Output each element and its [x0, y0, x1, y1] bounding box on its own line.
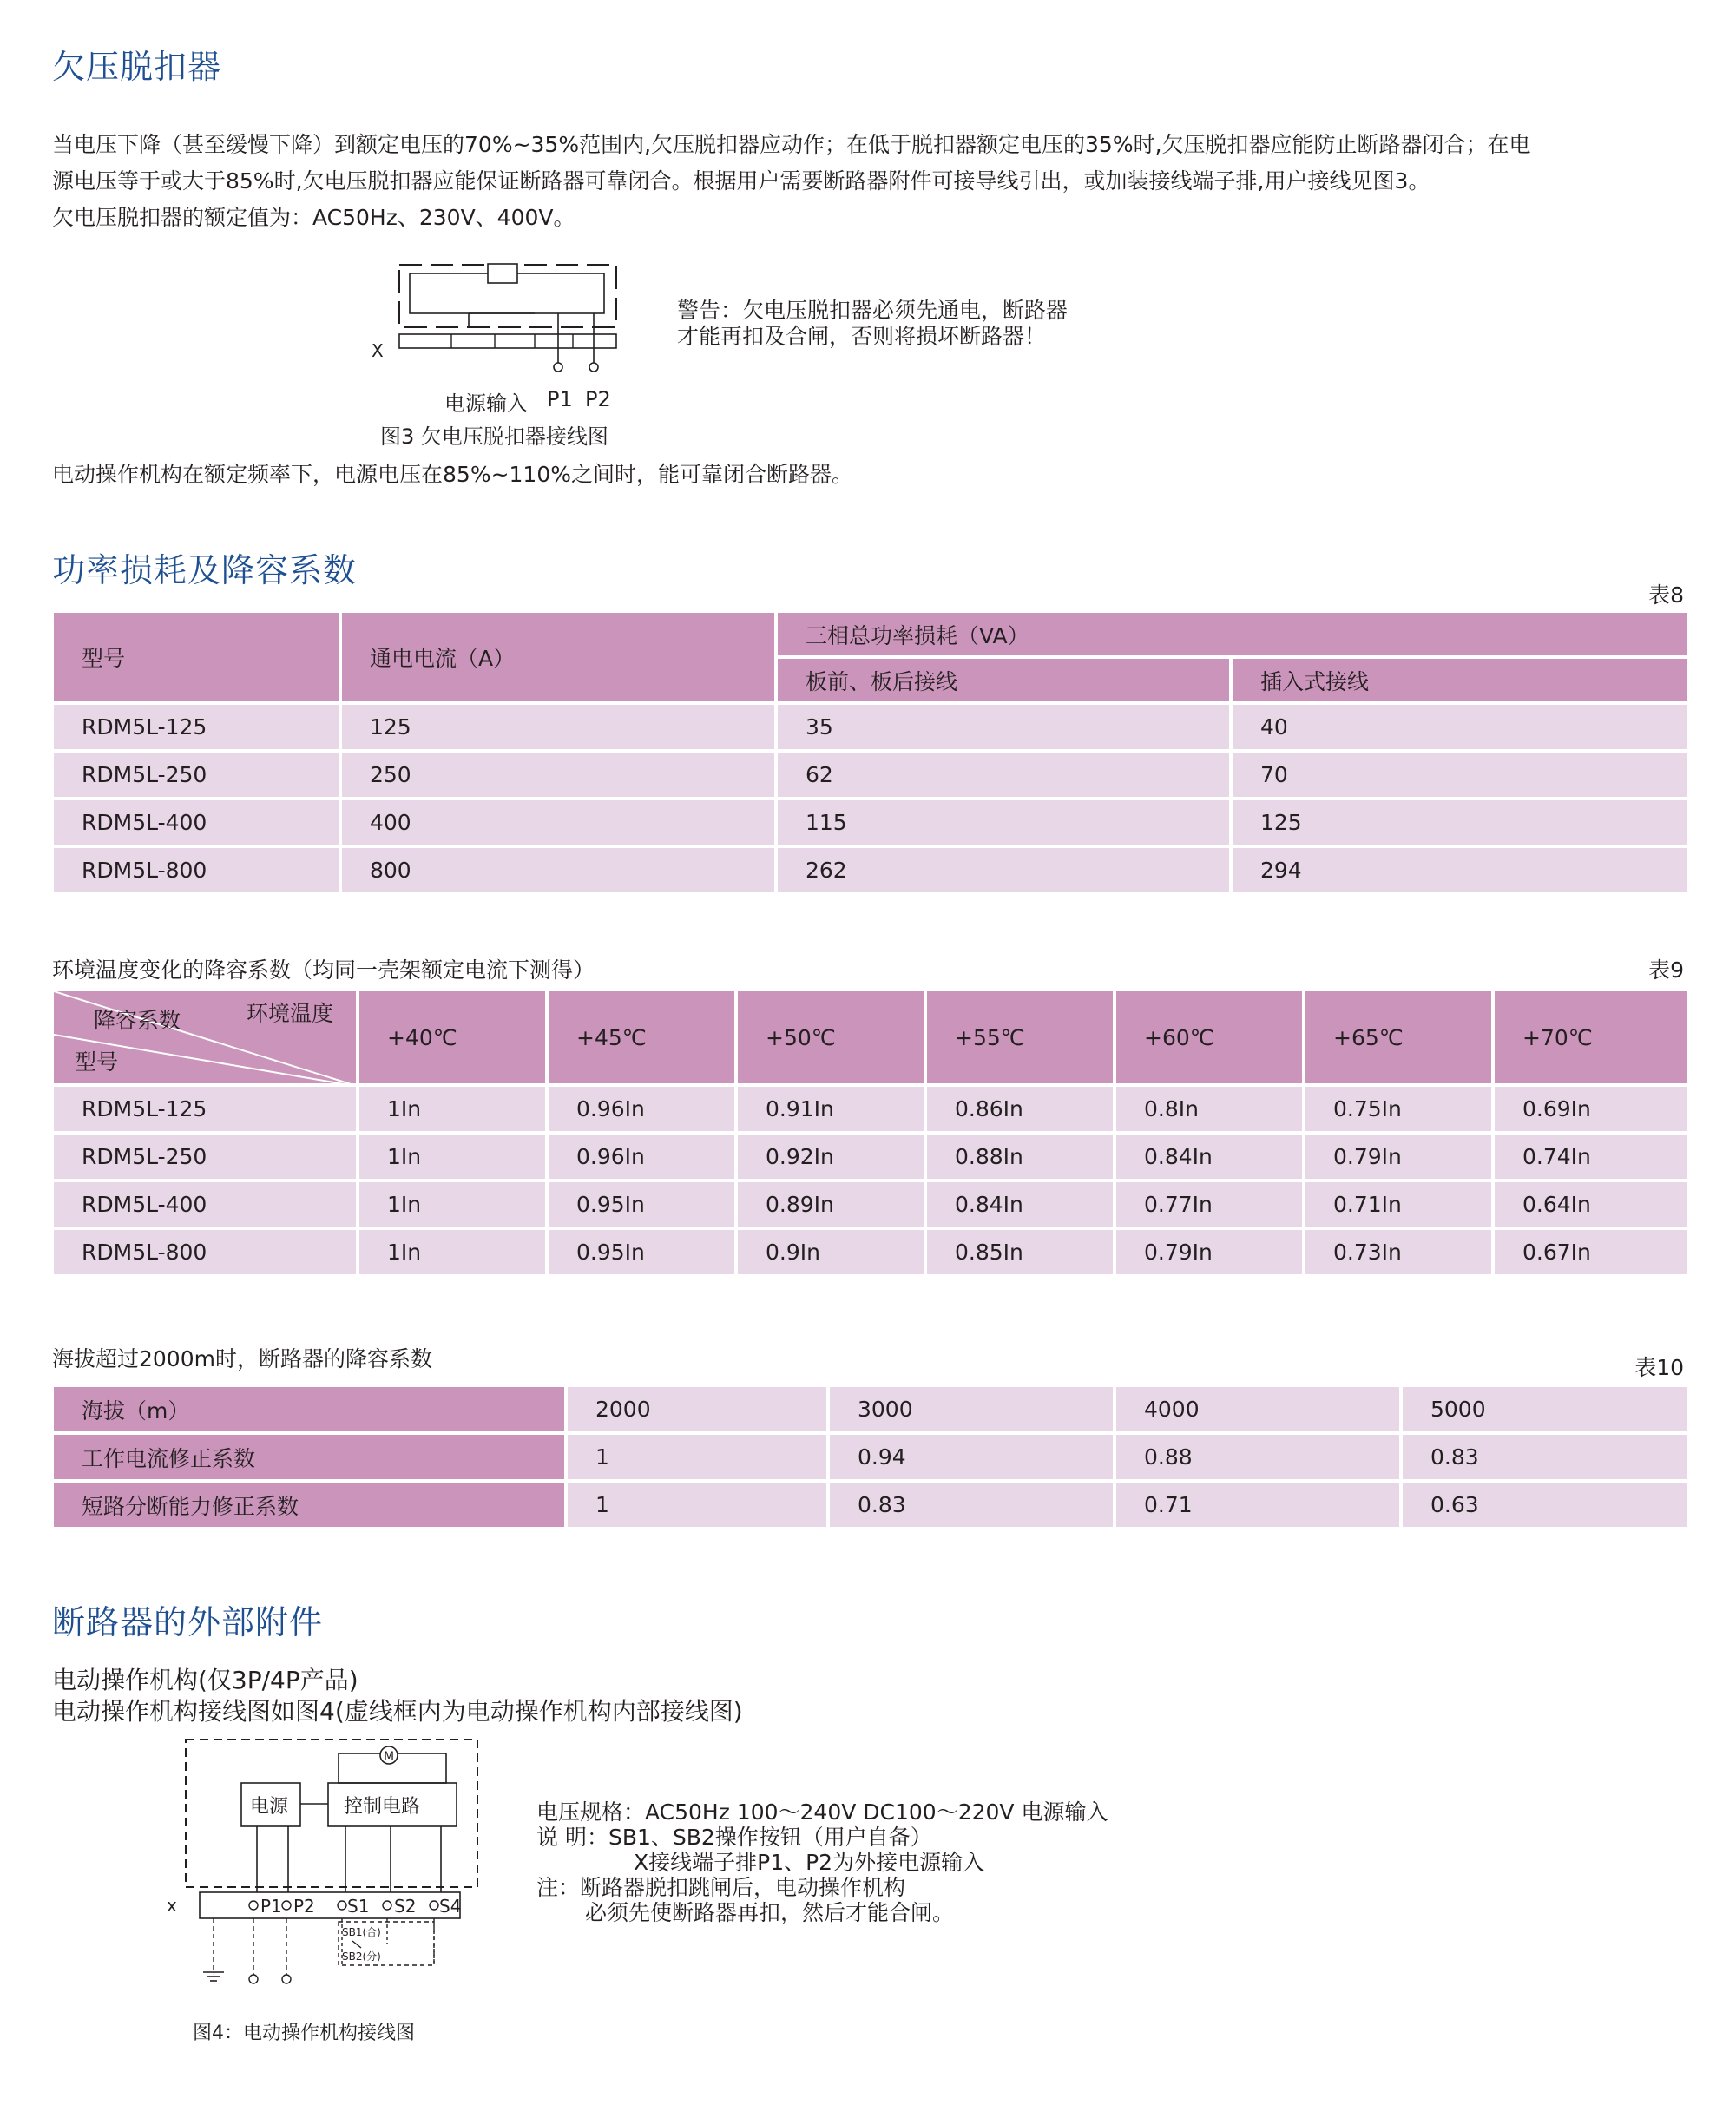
- table-row: [52, 799, 1689, 846]
- fig3-p1-label: P1: [547, 387, 573, 411]
- table10-altitude-derating: [50, 1384, 1691, 1530]
- table-cell: 0.77In: [1115, 1181, 1304, 1228]
- section-title-undervoltage: 欠压脱扣器: [52, 48, 222, 86]
- table-cell: 0.95In: [547, 1181, 736, 1228]
- table9-temperature-derating: [50, 988, 1691, 1278]
- table10-row-label: 短路分断能力修正系数: [52, 1481, 566, 1529]
- table-cell: 0.92In: [736, 1133, 925, 1181]
- table-cell: 0.69In: [1493, 1085, 1689, 1133]
- table-cell: 0.79In: [1304, 1133, 1493, 1181]
- table-cell: 1: [566, 1433, 828, 1481]
- table-row: [52, 1133, 1689, 1181]
- table8-header-current: 通电电流（A）: [340, 611, 776, 703]
- table-cell: RDM5L-125: [52, 703, 340, 751]
- warning-line1: 警告：欠电压脱扣器必须先通电，断路器: [677, 298, 1069, 323]
- table-cell: 0.83: [1401, 1433, 1689, 1481]
- table-cell: 0.83: [828, 1481, 1115, 1529]
- spec-terminal-note: X接线端子排P1、P2为外接电源输入: [634, 1850, 985, 1875]
- table-cell: 0.89In: [736, 1181, 925, 1228]
- table10-caption: 海拔超过2000m时，断路器的降容系数: [52, 1346, 432, 1371]
- table-cell: 35: [776, 703, 1231, 751]
- table9-corner-derate: 降容系数: [94, 1008, 181, 1033]
- table9-header-temp: +45℃: [547, 990, 736, 1085]
- spec-voltage: 电压规格：AC50Hz 100～240V DC100～220V 电源输入: [536, 1799, 1108, 1825]
- fig4-sb1-label: SB1(合): [342, 1926, 381, 1938]
- table-cell: 1In: [358, 1228, 547, 1276]
- table-cell: 4000: [1115, 1385, 1401, 1433]
- fig4-terminal-p2: P2: [293, 1896, 315, 1917]
- fig3-wiring-diagram: [365, 256, 651, 378]
- table8-header-plugin: 插入式接线: [1231, 657, 1689, 703]
- fig3-x-label: X: [372, 340, 384, 361]
- section-title-external-accessories: 断路器的外部附件: [52, 1603, 324, 1641]
- table9-header-temp: +60℃: [1115, 990, 1304, 1085]
- table-cell: 62: [776, 751, 1231, 799]
- fig3-power-input-label: 电源输入: [444, 391, 528, 416]
- table-row: [52, 846, 1689, 894]
- table-cell: 262: [776, 846, 1231, 894]
- table-row: [52, 1181, 1689, 1228]
- table-cell: 70: [1231, 751, 1689, 799]
- fig3-caption: 图3 欠电压脱扣器接线图: [380, 424, 608, 449]
- table-cell: 5000: [1401, 1385, 1689, 1433]
- table-cell: 0.67In: [1493, 1228, 1689, 1276]
- table-cell: RDM5L-250: [52, 1133, 358, 1181]
- table-cell: 250: [340, 751, 776, 799]
- table9-header-temp: +55℃: [925, 990, 1115, 1085]
- table-cell: 1: [566, 1481, 828, 1529]
- table-cell: 0.96In: [547, 1085, 736, 1133]
- table9-header-temp: +65℃: [1304, 990, 1493, 1085]
- spec-note-line2: 必须先使断路器再扣，然后才能合闸。: [585, 1900, 955, 1925]
- table-cell: 0.85In: [925, 1228, 1115, 1276]
- fig4-control-box-label: 控制电路: [344, 1796, 421, 1818]
- table10-row-label: 海拔（m）: [52, 1385, 566, 1433]
- fig4-caption: 图4：电动操作机构接线图: [193, 2023, 415, 2044]
- motor-operator-title: 电动操作机构(仅3P/4P产品): [52, 1666, 358, 1694]
- table9-caption: 环境温度变化的降容系数（均同一壳架额定电流下测得）: [52, 957, 595, 983]
- fig3-p2-label: P2: [585, 387, 611, 411]
- undervoltage-paragraph-line1: 当电压下降（甚至缓慢下降）到额定电压的70%~35%范围内,欠压脱扣器应动作；在低于脱扣器额定电压的35%时,欠压脱扣器应能防止断路器闭合；在电: [52, 132, 1531, 157]
- fig4-terminal-s4: S4: [439, 1896, 462, 1917]
- fig4-x-label: x: [167, 1895, 177, 1916]
- table-cell: 0.74In: [1493, 1133, 1689, 1181]
- table-cell: RDM5L-125: [52, 1085, 358, 1133]
- table9-corner-temp: 环境温度: [247, 1001, 334, 1026]
- table8-power-loss: [50, 609, 1691, 896]
- table10-row-label: 工作电流修正系数: [52, 1433, 566, 1481]
- table-cell: RDM5L-400: [52, 1181, 358, 1228]
- table-cell: 0.88: [1115, 1433, 1401, 1481]
- fig4-power-box-label: 电源: [250, 1796, 289, 1818]
- table9-header-temp: +70℃: [1493, 990, 1689, 1085]
- table-cell: 0.95In: [547, 1228, 736, 1276]
- fig4-motor-label: M: [384, 1750, 395, 1764]
- fig4-terminal-p1: P1: [260, 1896, 282, 1917]
- table8-header-loss: 三相总功率损耗（VA）: [776, 611, 1689, 657]
- table-cell: 0.84In: [1115, 1133, 1304, 1181]
- table-cell: 294: [1231, 846, 1689, 894]
- table-cell: 1In: [358, 1085, 547, 1133]
- table-cell: 400: [340, 799, 776, 846]
- table-cell: 0.73In: [1304, 1228, 1493, 1276]
- undervoltage-rating: 欠电压脱扣器的额定值为：AC50Hz、230V、400V。: [52, 205, 575, 230]
- table-cell: 0.8In: [1115, 1085, 1304, 1133]
- table-cell: 0.94: [828, 1433, 1115, 1481]
- table-cell: 125: [1231, 799, 1689, 846]
- spec-description: 说 明：SB1、SB2操作按钮（用户自备）: [536, 1825, 932, 1850]
- fig4-motor-operator-wiring-diagram: [156, 1736, 486, 2005]
- undervoltage-paragraph-line2: 源电压等于或大于85%时,欠电压脱扣器应能保证断路器可靠闭合。根据用户需要断路器附件可接导线引出，或加装接线端子排,用户接线见图3。: [52, 168, 1430, 194]
- table-cell: RDM5L-400: [52, 799, 340, 846]
- table-cell: 40: [1231, 703, 1689, 751]
- table-cell: 1In: [358, 1133, 547, 1181]
- table-cell: 125: [340, 703, 776, 751]
- table-cell: RDM5L-800: [52, 1228, 358, 1276]
- motor-operator-wiring-note: 电动操作机构接线图如图4(虚线框内为电动操作机构内部接线图): [52, 1697, 743, 1726]
- table8-header-front-back: 板前、板后接线: [776, 657, 1231, 703]
- fig4-terminal-s1: S1: [347, 1896, 370, 1917]
- table-cell: 2000: [566, 1385, 828, 1433]
- motor-operator-voltage-note: 电动操作机构在额定频率下，电源电压在85%~110%之间时，能可靠闭合断路器。: [52, 462, 853, 487]
- table-cell: RDM5L-250: [52, 751, 340, 799]
- table9-corner-model: 型号: [75, 1049, 119, 1075]
- table-row: [52, 751, 1689, 799]
- fig4-sb2-label: SB2(分): [342, 1950, 381, 1963]
- table-cell: 0.9In: [736, 1228, 925, 1276]
- table9-corner-cell: [52, 990, 358, 1085]
- table-row: [52, 1385, 1689, 1433]
- table-cell: 0.96In: [547, 1133, 736, 1181]
- table-cell: 0.71In: [1304, 1181, 1493, 1228]
- table-cell: 1In: [358, 1181, 547, 1228]
- table-cell: 0.84In: [925, 1181, 1115, 1228]
- spec-note-line1: 注：断路器脱扣跳闸后，电动操作机构: [536, 1875, 906, 1900]
- table-cell: 0.79In: [1115, 1228, 1304, 1276]
- table10-tag: 表10: [1634, 1355, 1684, 1380]
- table-cell: 3000: [828, 1385, 1115, 1433]
- table-cell: 0.91In: [736, 1085, 925, 1133]
- table-cell: 0.71: [1115, 1481, 1401, 1529]
- table8-header-model: 型号: [52, 611, 340, 703]
- table9-header-temp: +50℃: [736, 990, 925, 1085]
- table8-tag: 表8: [1648, 582, 1684, 608]
- table-cell: 800: [340, 846, 776, 894]
- table9-header-temp: +40℃: [358, 990, 547, 1085]
- table9-tag: 表9: [1648, 957, 1684, 983]
- table-cell: 0.86In: [925, 1085, 1115, 1133]
- table-cell: 0.63: [1401, 1481, 1689, 1529]
- table-cell: RDM5L-800: [52, 846, 340, 894]
- table-cell: 0.75In: [1304, 1085, 1493, 1133]
- section-title-power-loss: 功率损耗及降容系数: [52, 551, 358, 589]
- warning-line2: 才能再扣及合闸，否则将损坏断路器！: [677, 324, 1047, 349]
- table-row: [52, 1481, 1689, 1529]
- table-row: [52, 703, 1689, 751]
- table-cell: 0.88In: [925, 1133, 1115, 1181]
- fig4-terminal-s2: S2: [394, 1896, 417, 1917]
- table-cell: 0.64In: [1493, 1181, 1689, 1228]
- table-row: [52, 1085, 1689, 1133]
- table-row: [52, 1433, 1689, 1481]
- table-row: [52, 1228, 1689, 1276]
- table-cell: 115: [776, 799, 1231, 846]
